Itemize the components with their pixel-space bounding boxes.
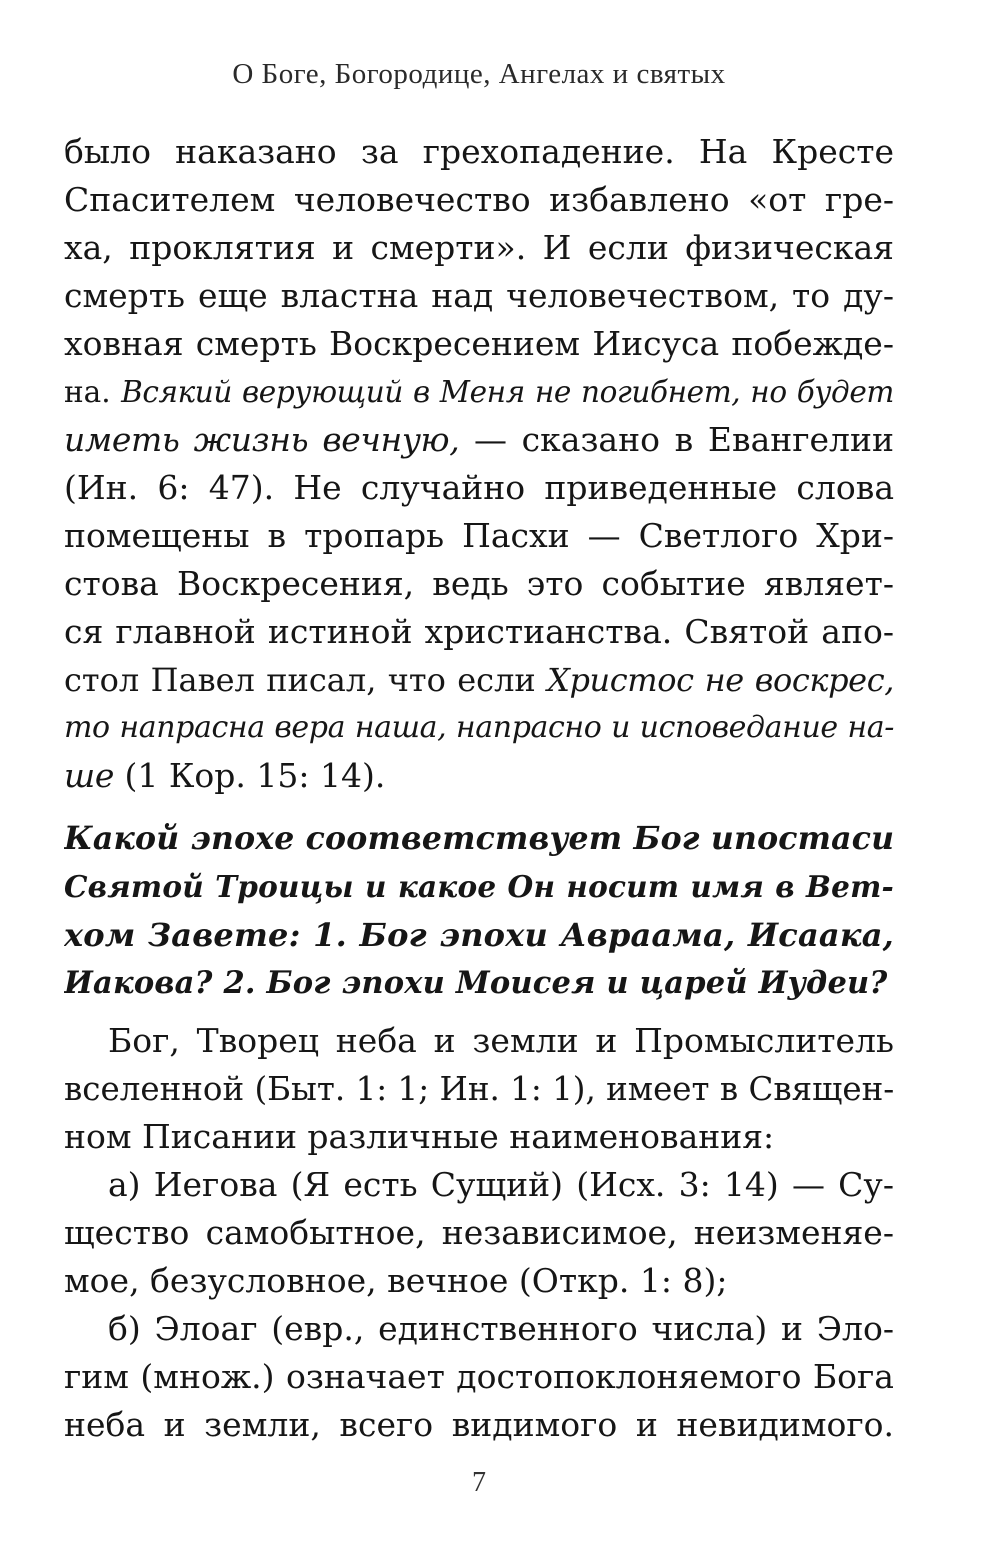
text-line: ха, проклятия и смерти». И если физическая bbox=[64, 228, 894, 267]
text-line: ном Писании различные наименования: bbox=[64, 1117, 775, 1156]
text-line: (Ин. 6: 47). Не случайно приведенные слова bbox=[64, 468, 894, 507]
book-page bbox=[64, 0, 894, 1567]
text-line: стова Воскресения, ведь это событие являет- bbox=[64, 564, 894, 603]
running-head: О Боге, Богородице, Ангелах и святых bbox=[232, 58, 726, 90]
text-line: смерть еще властна над человечеством, то ду- bbox=[64, 276, 894, 315]
text-line: было наказано за грехопадение. На Кресте bbox=[64, 132, 894, 171]
heading-line: Какой эпохе соответствует Бог ипостаси bbox=[64, 820, 894, 857]
scripture-quote-line: то напрасна вера наша, напрасно и исповедание на- bbox=[64, 710, 894, 745]
text-line: мое, безусловное, вечное (Откр. 1: 8); bbox=[64, 1261, 728, 1300]
text-line: ховная смерть Воскресением Иисуса побежде- bbox=[64, 324, 894, 363]
scripture-quote: Христос не воскрес, bbox=[547, 661, 894, 699]
paragraph-resurrection bbox=[64, 128, 894, 800]
heading-line: Иакова? 2. Бог эпохи Моисея и царей Иудеи? bbox=[64, 965, 888, 1001]
text-line: Спасителем человечество избавлено «от гре- bbox=[64, 180, 894, 219]
answer-paragraph bbox=[64, 1017, 894, 1449]
text-run: на. bbox=[64, 375, 122, 409]
text-line: вселенной (Быт. 1: 1; Ин. 1: 1), имеет в Священ- bbox=[64, 1070, 894, 1108]
scripture-quote: ше bbox=[64, 756, 114, 795]
text-run: стол Павел писал, что если bbox=[64, 661, 548, 699]
text-line: ся главной истиной христианства. Святой апо- bbox=[64, 612, 894, 651]
text-line: неба и земли, всего видимого и невидимого. bbox=[64, 1405, 894, 1444]
text-line bbox=[64, 416, 894, 464]
heading-line: хом Завете: 1. Бог эпохи Авраама, Исаака, bbox=[64, 916, 894, 954]
heading-line: Святой Троицы и какое Он носит имя в Вет- bbox=[64, 869, 894, 904]
text-line: щество самобытное, независимое, неизменяе- bbox=[64, 1213, 894, 1252]
scripture-quote: иметь жизнь вечную, bbox=[64, 420, 460, 459]
list-item-a: а) Иегова (Я есть Сущий) (Исх. 3: 14) — Су- bbox=[108, 1165, 894, 1204]
page-number: 7 bbox=[472, 1467, 486, 1498]
list-item-b: б) Элоаг (евр., единственного числа) и Эло- bbox=[108, 1309, 894, 1348]
text-line: Бог, Творец неба и земли и Промыслитель bbox=[108, 1021, 894, 1060]
text-line: гим (множ.) означает достопоклоняемого Бога bbox=[64, 1357, 894, 1396]
text-run: (1 Кор. 15: 14). bbox=[114, 756, 386, 795]
text-line bbox=[64, 752, 894, 800]
scripture-quote: Всякий верующий в Меня не погибнет, но будет bbox=[121, 375, 894, 409]
text-line bbox=[64, 656, 894, 704]
question-heading bbox=[64, 815, 894, 1007]
text-line bbox=[64, 368, 894, 416]
text-run: — сказано в Евангелии bbox=[459, 420, 894, 459]
text-line: помещены в тропарь Пасхи — Светлого Хри- bbox=[64, 516, 894, 555]
